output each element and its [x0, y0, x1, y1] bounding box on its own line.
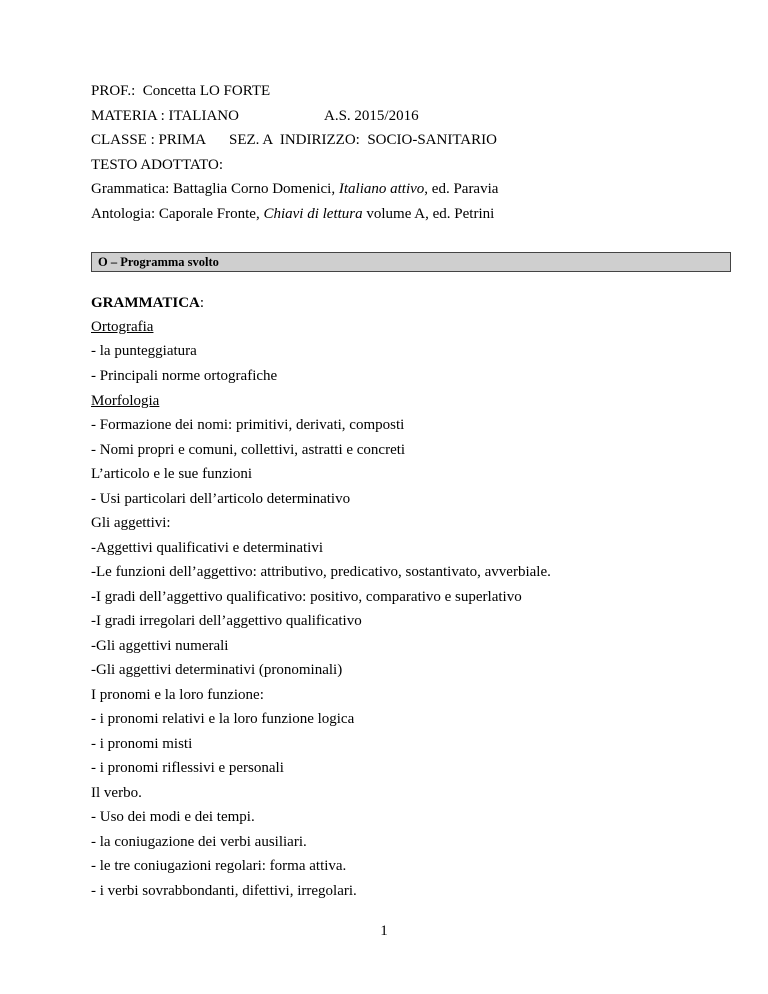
grammar-heading: GRAMMATICA:	[91, 295, 205, 311]
list-item: I pronomi e la loro funzione:	[91, 687, 264, 703]
list-item: -I gradi irregolari dell’aggettivo qualificativo	[91, 613, 362, 629]
list-item: Gli aggettivi:	[91, 515, 171, 531]
subheading-ortografia: Ortografia	[91, 319, 154, 335]
list-item: L’articolo e le sue funzioni	[91, 466, 253, 482]
grammar-book-line: Grammatica: Battaglia Corno Domenici, Italiano attivo, ed. Paravia	[91, 181, 499, 197]
list-item: - i pronomi riflessivi e personali	[91, 760, 284, 776]
list-item: - i pronomi relativi e la loro funzione logica	[91, 711, 355, 727]
subject-text: MATERIA : ITALIANO	[91, 108, 239, 124]
section-address: SEZ. A INDIRIZZO: SOCIO-SANITARIO	[229, 132, 497, 148]
list-item: - Principali norme ortografiche	[91, 368, 278, 384]
list-item: - la coniugazione dei verbi ausiliari.	[91, 834, 307, 850]
subject-line	[91, 107, 239, 125]
list-item: -Aggettivi qualificativi e determinativi	[91, 540, 324, 556]
list-item: -Gli aggettivi numerali	[91, 638, 229, 654]
list-item: - la punteggiatura	[91, 343, 197, 359]
list-item: -I gradi dell’aggettivo qualificativo: positivo, comparativo e superlativo	[91, 589, 522, 605]
list-item: - Nomi propri e comuni, collettivi, astratti e concreti	[91, 442, 406, 458]
class-text: CLASSE : PRIMA	[91, 132, 207, 148]
anthology-book-title: Chiavi di lettura	[263, 206, 363, 222]
grammar-book-title: Italiano attivo	[338, 181, 425, 197]
list-item: - i pronomi misti	[91, 736, 193, 752]
list-item: - i verbi sovrabbondanti, difettivi, irregolari.	[91, 883, 357, 899]
subheading-morfologia: Morfologia	[91, 393, 160, 409]
list-item: - Usi particolari dell’articolo determinativo	[91, 491, 351, 507]
professor-label: PROF.:	[91, 83, 136, 99]
program-section-box: O – Programma svolto	[91, 252, 731, 272]
class-line	[91, 131, 206, 149]
list-item: - Formazione dei nomi: primitivi, derivati, composti	[91, 417, 405, 433]
professor-line	[91, 82, 270, 100]
anthology-book-line: Antologia: Caporale Fronte, Chiavi di lettura volume A, ed. Petrini	[91, 206, 495, 222]
school-year: A.S. 2015/2016	[324, 108, 419, 124]
list-item: -Gli aggettivi determinativi (pronominali)	[91, 662, 343, 678]
list-item: - Uso dei modi e dei tempi.	[91, 809, 255, 825]
page-number: 1	[380, 923, 388, 939]
list-item: - le tre coniugazioni regolari: forma attiva.	[91, 858, 347, 874]
list-item: Il verbo.	[91, 785, 142, 801]
list-item: -Le funzioni dell’aggettivo: attributivo, predicativo, sostantivato, avverbiale.	[91, 564, 551, 580]
professor-name: Concetta LO FORTE	[142, 83, 271, 99]
adopted-text-label: TESTO ADOTTATO:	[91, 157, 223, 173]
